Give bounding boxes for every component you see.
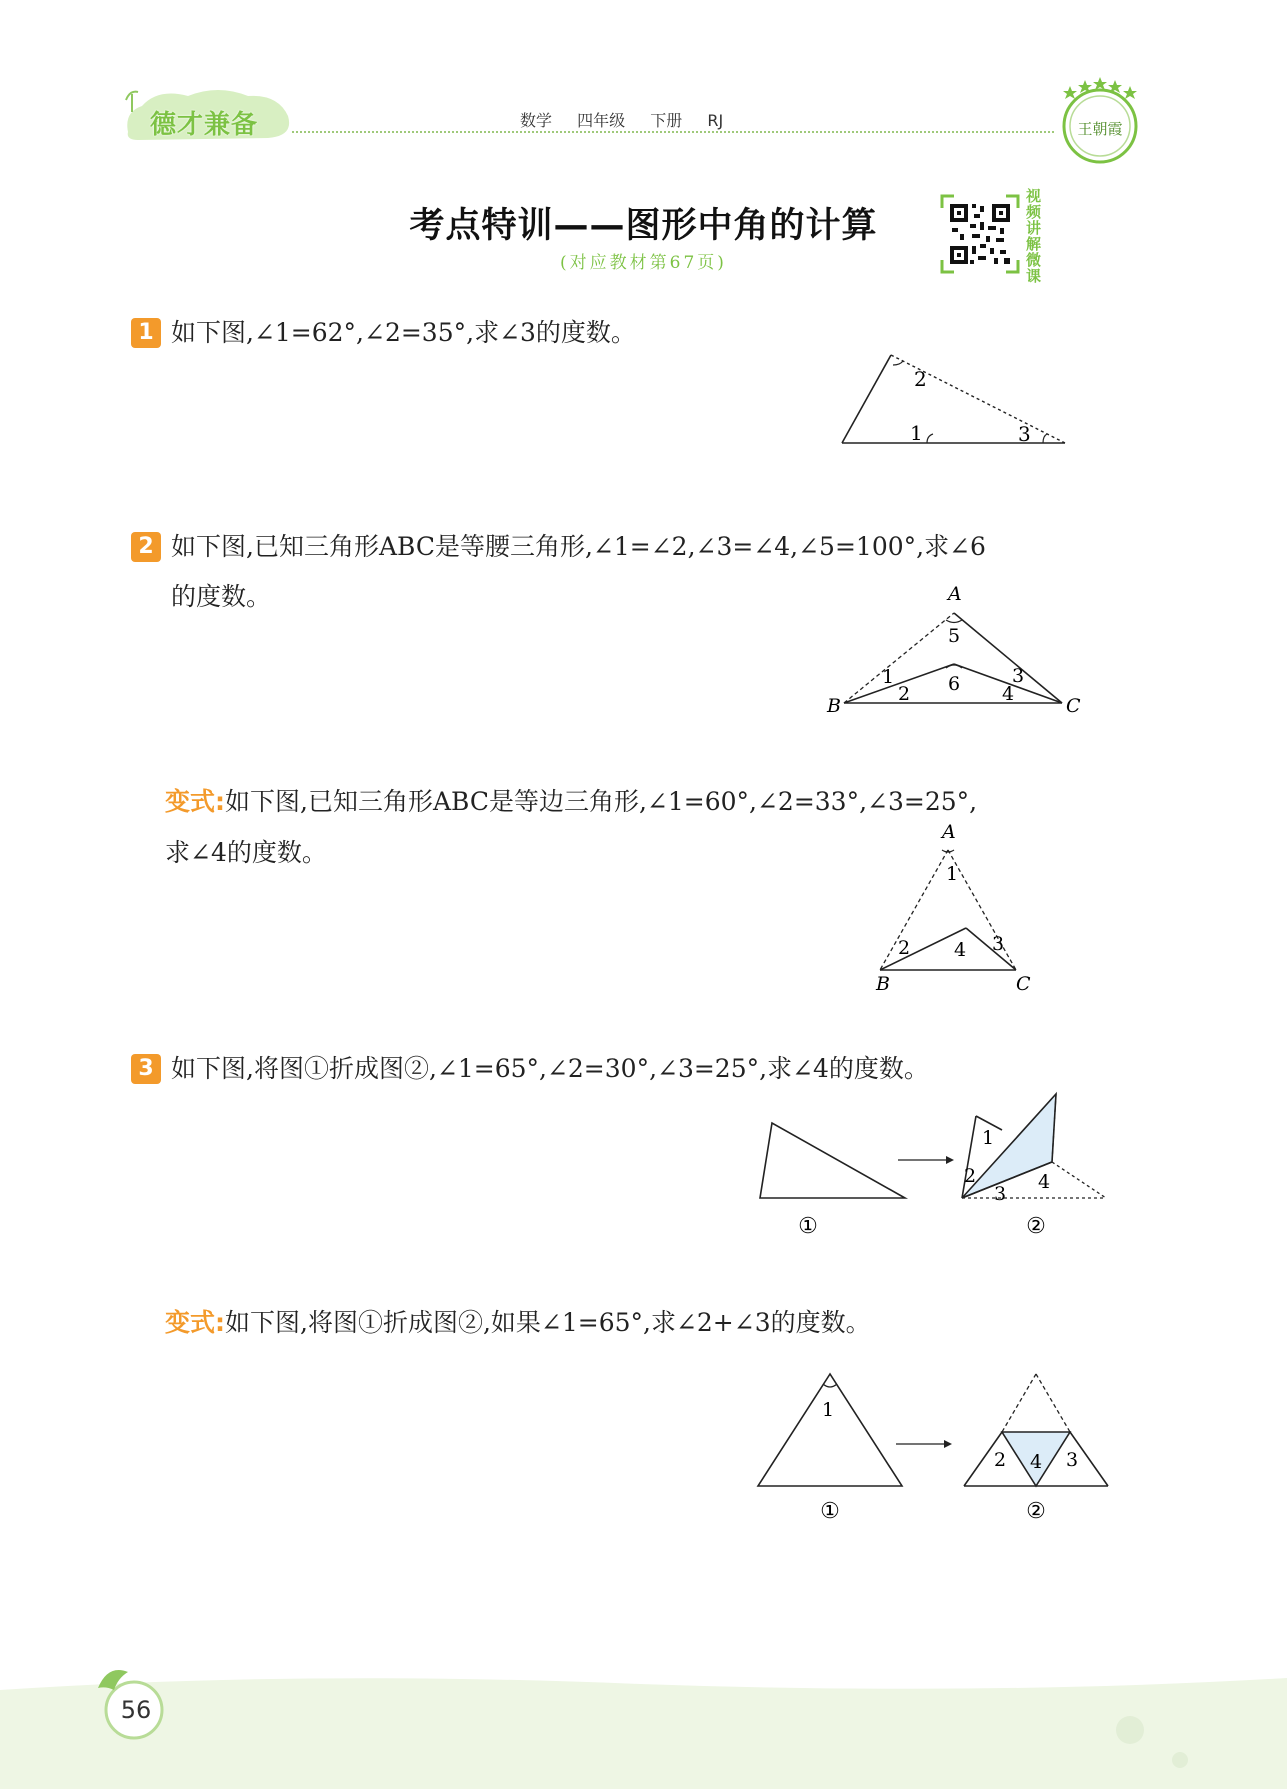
q2-label-B: B — [827, 695, 841, 717]
q2-label-5: 5 — [948, 625, 961, 647]
variant-1-label-C: C — [1016, 973, 1031, 995]
question-number-3: 3 — [131, 1054, 161, 1084]
question-1-text: 如下图,∠1=62°,∠2=35°,求∠3的度数。 — [171, 318, 636, 347]
author-seal-icon — [1058, 74, 1142, 168]
q3-fig-label-1: ① — [798, 1214, 818, 1238]
variant-2-label-3: 3 — [1066, 1449, 1079, 1471]
variant-1-label: 变式: — [165, 787, 225, 816]
q3-label-3: 3 — [994, 1183, 1007, 1205]
variant-1-text-cont: 求∠4的度数。 — [165, 838, 327, 867]
q3-label-1: 1 — [982, 1127, 995, 1149]
q2-label-1: 1 — [882, 666, 895, 688]
brand-name: 德才兼备 — [150, 110, 259, 140]
question-2-text: 如下图,已知三角形ABC是等腰三角形,∠1=∠2,∠3=∠4,∠5=100°,求∠6 — [171, 532, 986, 561]
variant-2-fig-label-2: ② — [1026, 1499, 1046, 1524]
q3-label-4: 4 — [1038, 1171, 1051, 1193]
q3-fig-label-2: ② — [1026, 1214, 1046, 1238]
variant-2-text — [165, 1308, 871, 1338]
subject: 数学 — [520, 111, 553, 130]
footer-decoration — [0, 1660, 1287, 1789]
volume: 下册 — [650, 111, 683, 130]
variant-1-triangle-figure — [860, 818, 1050, 998]
qr-label: 视频讲解微课 — [1026, 187, 1042, 285]
qr-code-icon[interactable] — [940, 194, 1020, 274]
q2-label-3: 3 — [1012, 665, 1025, 687]
variant-2-label-1: 1 — [821, 1399, 835, 1421]
variant-1-label-B: B — [876, 973, 890, 995]
variant-2-body: 如下图,将图①折成图②,如果∠1=65°,求∠2+∠3的度数。 — [225, 1308, 871, 1337]
page-subtitle: (对应教材第67页) — [560, 253, 727, 273]
q2-label-6: 6 — [948, 673, 961, 695]
variant-1-label-1: 1 — [946, 863, 959, 885]
variant-2-fig-label-1: ① — [820, 1499, 840, 1524]
variant-1-text — [165, 787, 977, 817]
variant-1-body: 如下图,已知三角形ABC是等边三角形,∠1=60°,∠2=33°,∠3=25°, — [225, 787, 978, 816]
q2-label-4: 4 — [1002, 683, 1015, 705]
q2-triangle-figure — [820, 582, 1090, 722]
variant-2-label-2: 2 — [994, 1449, 1007, 1471]
variant-1-label-A: A — [942, 821, 956, 843]
header-meta — [520, 108, 743, 131]
q2-label-2: 2 — [898, 683, 911, 705]
q1-label-3: 3 — [1018, 422, 1031, 446]
variant-1-label-4: 4 — [954, 939, 967, 961]
question-3-text: 如下图,将图①折成图②,∠1=65°,∠2=30°,∠3=25°,求∠4的度数。 — [171, 1054, 929, 1083]
variant-1-label-3: 3 — [992, 933, 1005, 955]
q2-label-C: C — [1066, 695, 1081, 717]
q1-label-2: 2 — [914, 367, 927, 391]
variant-2-label: 变式: — [165, 1308, 225, 1337]
page-number: 56 — [120, 1696, 152, 1724]
header-divider — [292, 131, 1054, 133]
seal-text: 王朝霞 — [1077, 120, 1123, 138]
q1-triangle-figure — [830, 350, 1070, 450]
edition: RJ — [707, 111, 724, 130]
variant-2-fold-figure — [750, 1366, 1120, 1526]
q2-label-A: A — [948, 583, 962, 605]
q3-fold-figure — [750, 1088, 1120, 1238]
question-number-2: 2 — [131, 532, 161, 562]
page-title: 考点特训——图形中角的计算 — [409, 206, 878, 246]
variant-2-label-4: 4 — [1030, 1451, 1043, 1473]
variant-1-label-2: 2 — [898, 937, 911, 959]
question-2-text-cont: 的度数。 — [171, 582, 272, 611]
q1-label-1: 1 — [910, 421, 923, 445]
question-number-1: 1 — [131, 318, 161, 348]
grade: 四年级 — [577, 111, 626, 130]
q3-label-2: 2 — [964, 1165, 977, 1187]
